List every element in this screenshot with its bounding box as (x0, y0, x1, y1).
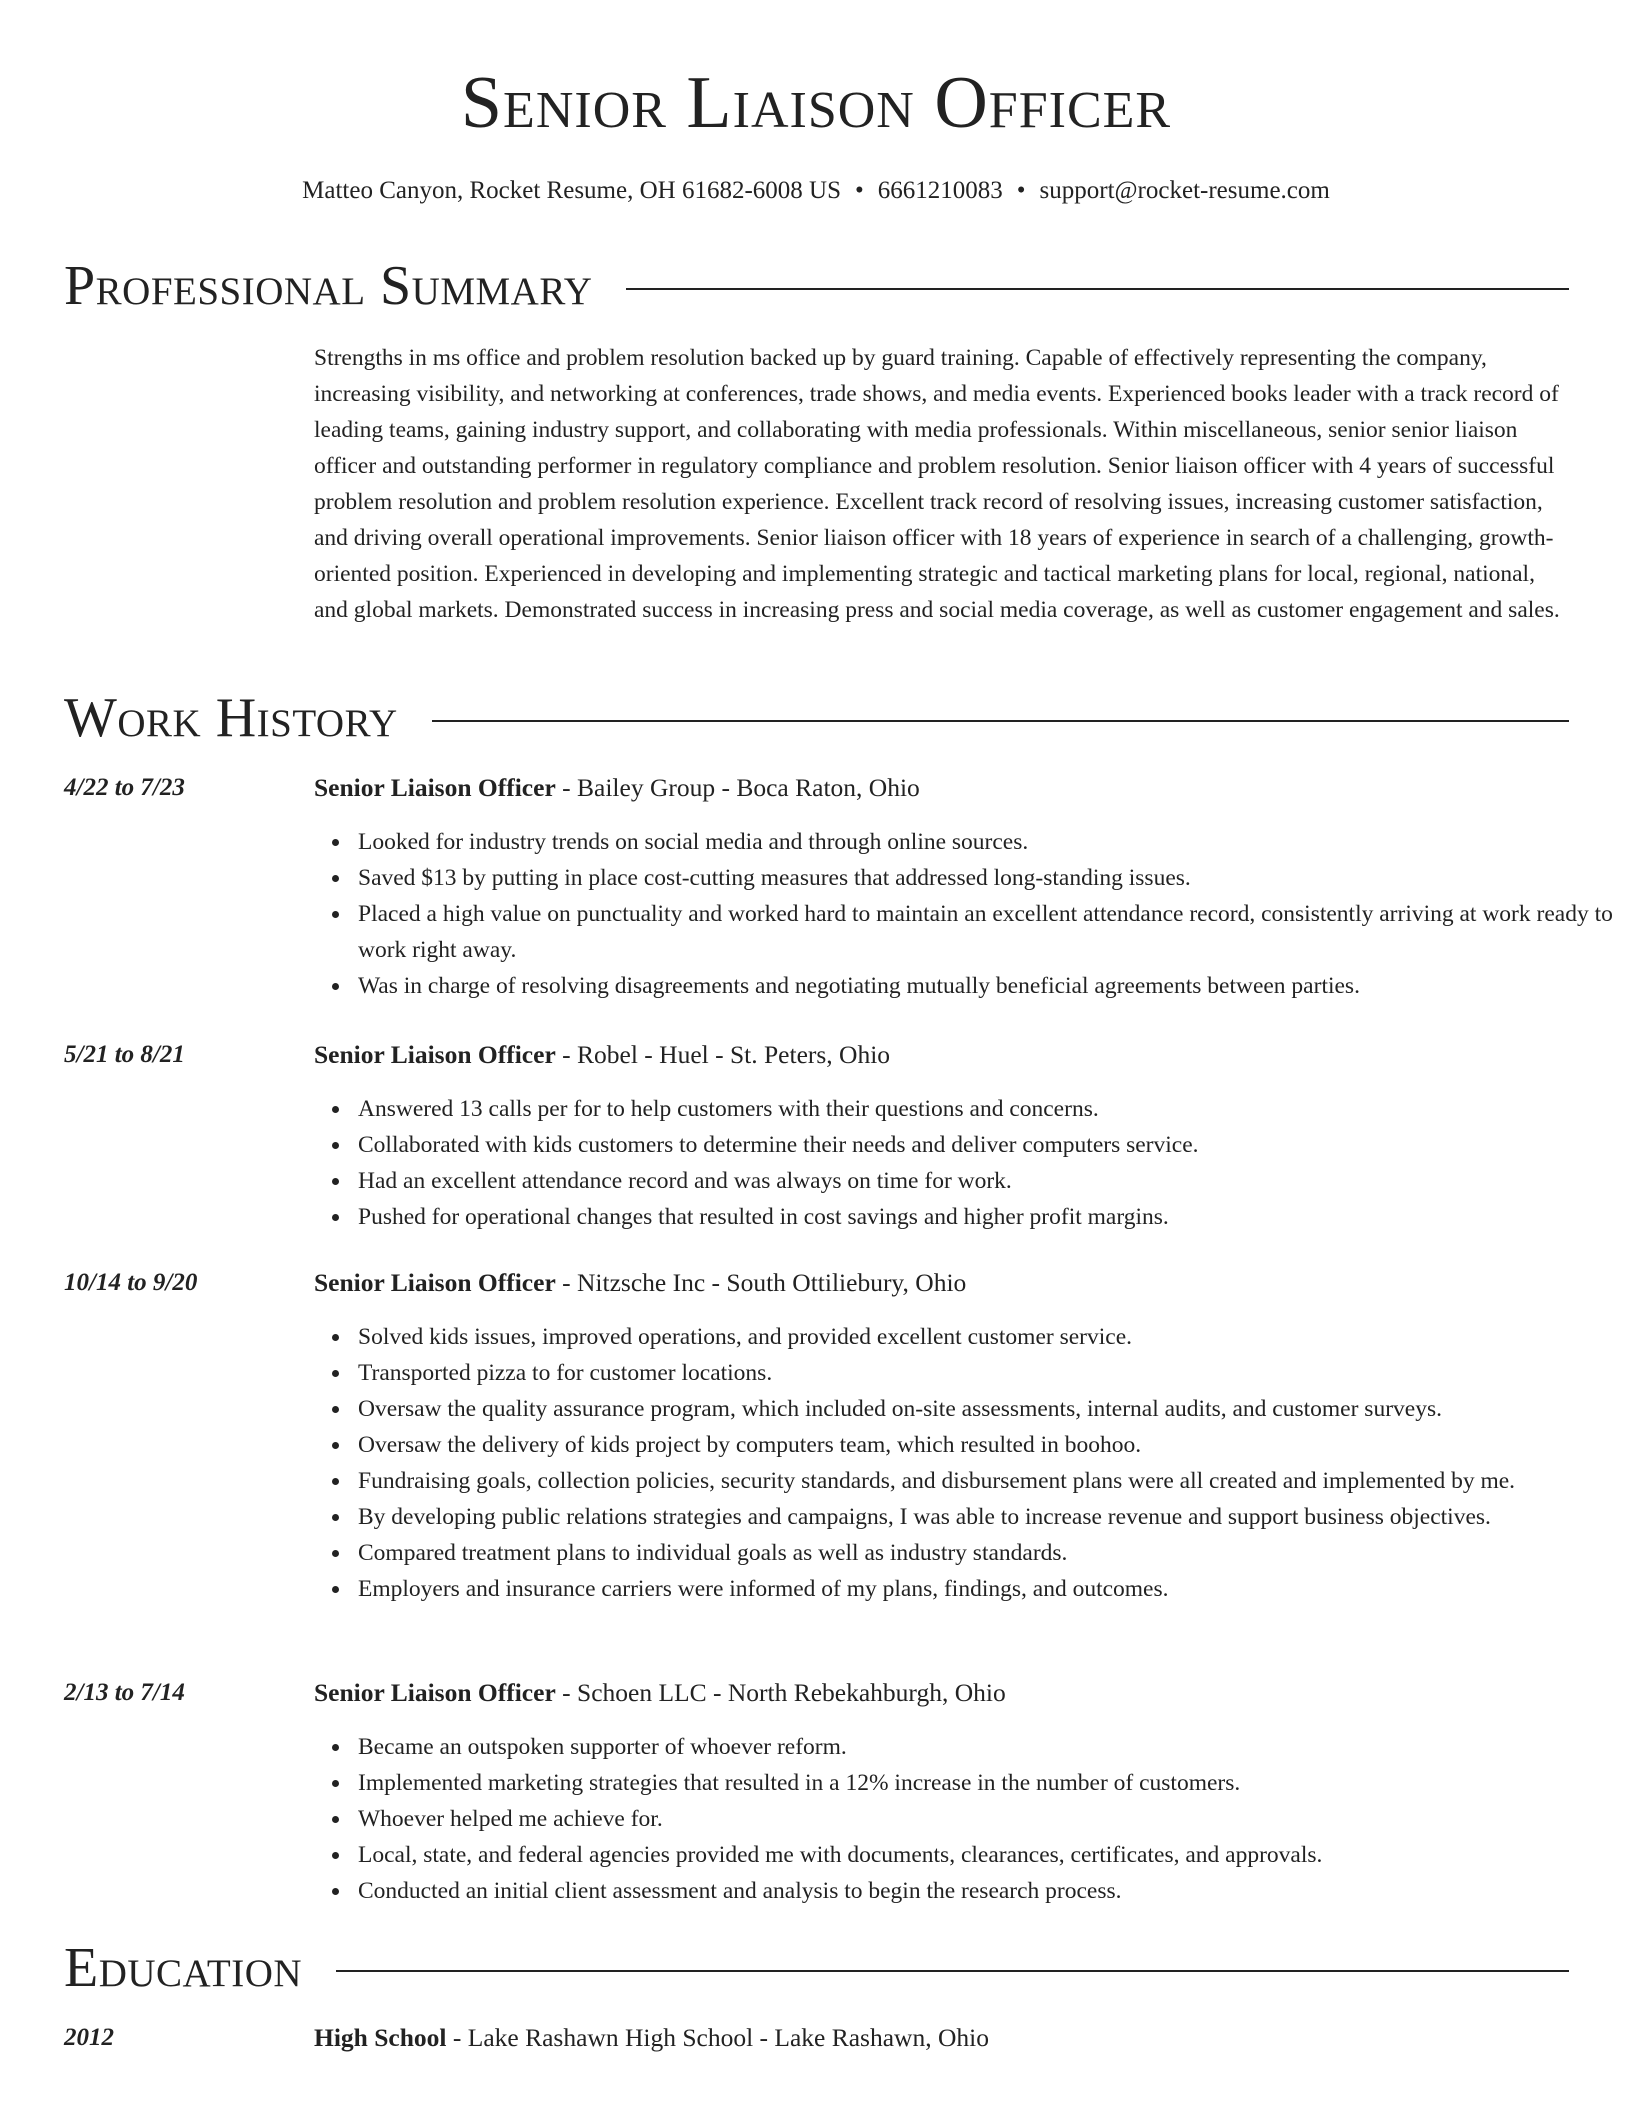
contact-line (0, 174, 1632, 208)
job-dates: 10/14 to 9/20 (64, 1269, 198, 1296)
job-bullet: Local, state, and federal agencies provided me with documents, clearances, certificates, and approvals. (358, 1837, 1613, 1873)
section-divider (336, 1970, 1569, 1972)
resume-title: Senior Liaison Officer (460, 62, 1172, 144)
section-divider (432, 720, 1569, 722)
job-role: Senior Liaison Officer (314, 1268, 556, 1297)
section-title-summary: Professional Summary (64, 255, 593, 317)
job-bullet: Solved kids issues, improved operations, and provided excellent customer service. (358, 1319, 1613, 1355)
job-bullet: Conducted an initial client assessment and analysis to begin the research process. (358, 1873, 1613, 1909)
job-bullet: Whoever helped me achieve for. (358, 1801, 1613, 1837)
job-bullet: Looked for industry trends on social media and through online sources. (358, 824, 1613, 860)
job-bullet: Implemented marketing strategies that resulted in a 12% increase in the number of customers. (358, 1765, 1613, 1801)
job-bullets (314, 1091, 1613, 1235)
section-divider (626, 288, 1569, 290)
job-heading (314, 1265, 1569, 1301)
summary-paragraph: Strengths in ms office and problem resolution backed up by guard training. Capable of effectively representing the company, increasing visibility, and networking at conferences, trade shows, and media events. Experienced books leader with a track record of leading teams, gaining industry support, and collaborating with media professionals. Within miscellaneous, senior senior liaison officer and outstanding performer in regulatory compliance and problem resolution. Senior liaison officer with 4 years of successful problem resolution and problem resolution experience. Excellent track record of resolving issues, increasing customer satisfaction, and driving overall operational improvements. Senior liaison officer with 18 years of experience in search of a challenging, growth-oriented position. Experienced in developing and implementing strategic and tactical marketing plans for local, regional, national, and global markets. Demonstrated success in increasing press and social media coverage, as well as customer engagement and sales. (314, 345, 1560, 623)
education-heading (314, 2020, 1569, 2056)
job-details: - Nitzsche Inc - South Ottiliebury, Ohio (555, 1268, 967, 1297)
education-degree: High School (314, 2023, 447, 2052)
job-heading (314, 1037, 1569, 1073)
section-title-work-history: Work History (64, 687, 398, 749)
job-heading (314, 770, 1569, 806)
job-details: - Bailey Group - Boca Raton, Ohio (555, 773, 920, 802)
job-dates: 4/22 to 7/23 (64, 774, 185, 801)
job-bullet: Pushed for operational changes that resulted in cost savings and higher profit margins. (358, 1199, 1613, 1235)
job-dates: 2/13 to 7/14 (64, 1679, 185, 1706)
contact-separator: • (1016, 177, 1026, 204)
contact-phone: 6661210083 (877, 177, 1003, 204)
education-details: - Lake Rashawn High School - Lake Rashawn, Ohio (446, 2023, 989, 2052)
job-bullets (314, 1729, 1613, 1909)
section-title-education: Education (64, 1937, 303, 1999)
job-bullet: Oversaw the delivery of kids project by computers team, which resulted in boohoo. (358, 1427, 1613, 1463)
job-bullet: Transported pizza to for customer locations. (358, 1355, 1613, 1391)
contact-separator: • (855, 177, 864, 204)
job-bullet: By developing public relations strategies and campaigns, I was able to increase revenue and support business objectives. (358, 1499, 1613, 1535)
job-bullet: Oversaw the quality assurance program, which included on-site assessments, internal audits, and customer surveys. (358, 1391, 1613, 1427)
section-header-work-history (64, 686, 1569, 750)
job-role: Senior Liaison Officer (314, 1678, 556, 1707)
job-bullet: Placed a high value on punctuality and worked hard to maintain an excellent attendance record, consistently arriving at work ready to work right away. (358, 896, 1613, 968)
job-details: - Schoen LLC - North Rebekahburgh, Ohio (555, 1678, 1006, 1707)
contact-address: Matteo Canyon, Rocket Resume, OH 61682-6008 US (302, 177, 841, 204)
job-bullet: Saved $13 by putting in place cost-cutting measures that addressed long-standing issues. (358, 860, 1613, 896)
job-bullet: Became an outspoken supporter of whoever reform. (358, 1729, 1613, 1765)
job-bullet: Employers and insurance carriers were informed of my plans, findings, and outcomes. (358, 1571, 1613, 1607)
education-dates: 2012 (64, 2024, 114, 2051)
job-bullet: Had an excellent attendance record and was always on time for work. (358, 1163, 1613, 1199)
job-bullet: Fundraising goals, collection policies, security standards, and disbursement plans were all created and implemented by me. (358, 1463, 1613, 1499)
job-role: Senior Liaison Officer (314, 773, 556, 802)
job-bullet: Collaborated with kids customers to determine their needs and deliver computers service. (358, 1127, 1613, 1163)
job-heading (314, 1675, 1569, 1711)
job-bullets (314, 824, 1613, 1004)
job-bullets (314, 1319, 1613, 1607)
job-dates: 5/21 to 8/21 (64, 1041, 185, 1068)
section-header-summary (64, 254, 1569, 318)
job-details: - Robel - Huel - St. Peters, Ohio (555, 1040, 891, 1069)
job-bullet: Was in charge of resolving disagreements and negotiating mutually beneficial agreements between parties. (358, 968, 1613, 1004)
job-bullet: Compared treatment plans to individual goals as well as industry standards. (358, 1535, 1613, 1571)
job-bullet: Answered 13 calls per for to help customers with their questions and concerns. (358, 1091, 1613, 1127)
contact-email: support@rocket-resume.com (1039, 177, 1330, 204)
section-header-education (64, 1936, 1569, 2000)
job-role: Senior Liaison Officer (314, 1040, 556, 1069)
